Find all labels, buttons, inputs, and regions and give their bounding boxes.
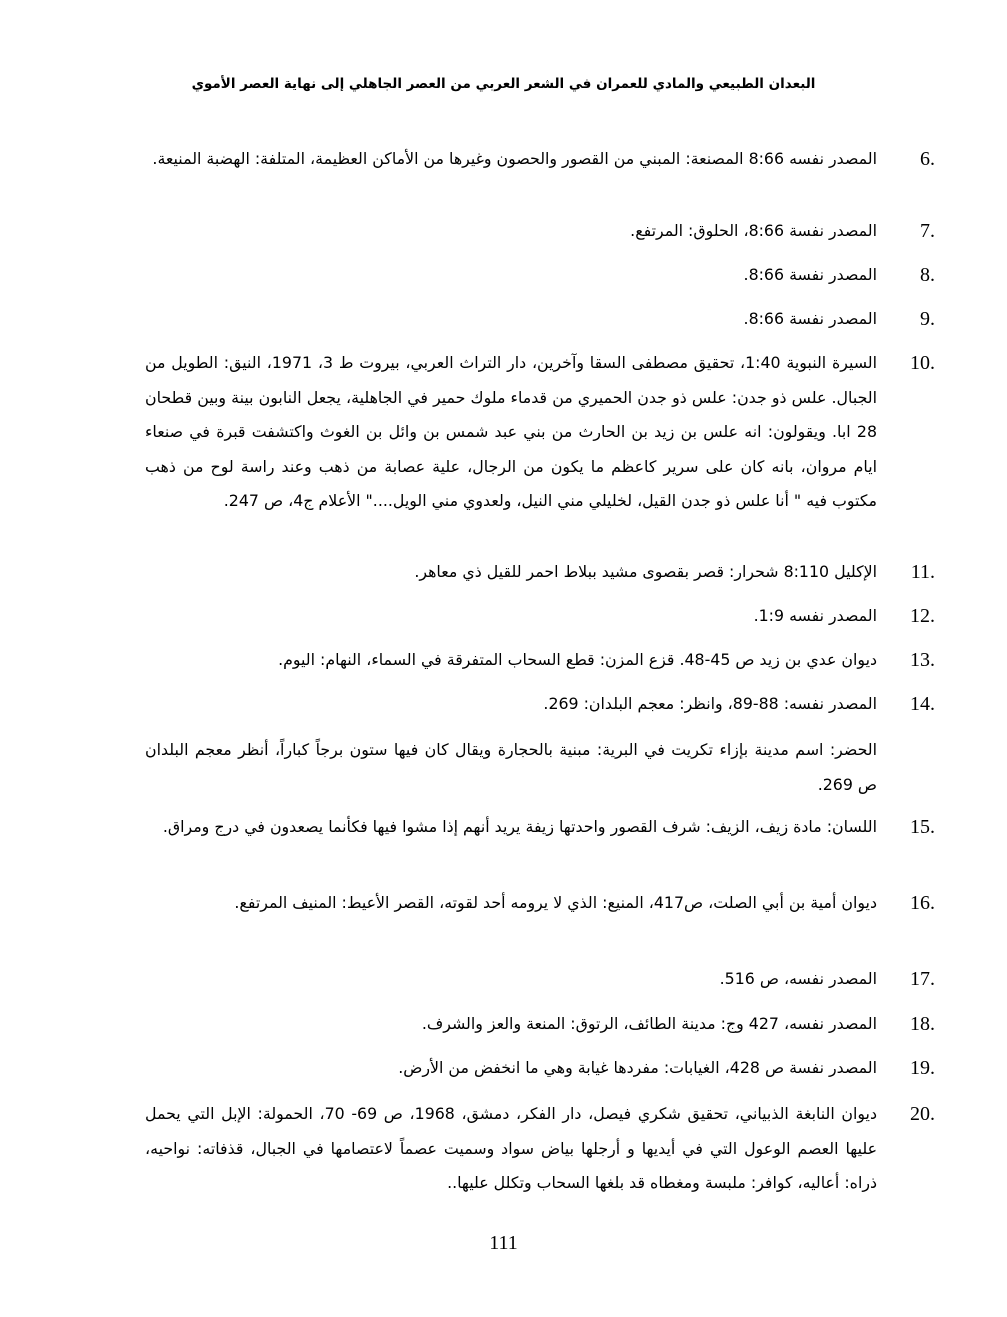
footnote-text: المصدر نفسة ص 428، الغيابات: مفردها غيابة وهي ما انخفض من الأرض. xyxy=(398,1058,877,1077)
running-header: البعدان الطبيعي والمادي للعمران في الشعر العربي من العصر الجاهلي إلى نهاية العصر الأموي xyxy=(191,76,816,92)
footnote-number: 6. xyxy=(920,148,935,170)
footnote-8 xyxy=(145,258,935,293)
footnote-number: 19. xyxy=(910,1057,935,1079)
footnote-15 xyxy=(145,810,935,845)
footnote-12 xyxy=(145,599,935,634)
footnote-14-continuation xyxy=(145,733,877,802)
footnote-text: المصدر نفسه، 427 وج: مدينة الطائف، الرتوق: المنعة والعز والشرف. xyxy=(421,1014,877,1033)
footnote-19 xyxy=(145,1051,935,1086)
footnote-text: المصدر نفسة 8:66، الحلوق: المرتفع. xyxy=(630,221,877,240)
footnote-text: المصدر نفسه: 88-89، وانظر: معجم البلدان: 269. xyxy=(543,694,877,713)
footnote-text: ديوان أمية بن أبي الصلت، ص417، المنيع: الذي لا يرومه أحد لقوته، القصر الأعيط: المنيف المرتفع. xyxy=(234,893,877,912)
footnote-text: المصدر نفسه، ص 516. xyxy=(719,969,877,988)
footnote-number: 8. xyxy=(920,264,935,286)
footnote-number: 7. xyxy=(920,220,935,242)
footnote-17 xyxy=(145,962,935,997)
footnote-20 xyxy=(145,1097,935,1201)
footnote-text: المصدر نفسه 1:9. xyxy=(753,606,877,625)
footnote-number: 9. xyxy=(920,308,935,330)
footnote-number: 20. xyxy=(910,1103,935,1125)
footnote-text: السيرة النبوية 1:40، تحقيق مصطفى السقا وآخرين، دار التراث العربي، بيروت ط 3، 1971، النيق: الطويل من الجبال. علس ذو جدن: علس ذو جدن الحميري من قدماء ملوك حمير في الجاهلية، يجعل النابون بينة وبين قطحان 28 ابا. ويقولون: انه علس بن زيد بن الحارث من بني عبد شمس بن وائل بن الغوث واكتشفت قبرة في صنعاء ايام مروان، بانه كان على سرير كاعظم ما يكون من الرجال، علية عصابة من ذهب وعند راسة لوح من ذهب مكتوب فيه " أنا علس ذو جدن القيل، لخليلي مني النيل، ولعدوي مني الويل...." الأعلام ج4، ص 247. xyxy=(145,353,878,510)
footnote-16 xyxy=(145,886,935,921)
footnote-text: المصدر نفسه 8:66 المصنعة: المبني من القصور والحصون وغيرها من الأماكن العظيمة، المتلفة: الهضبة المنيعة. xyxy=(152,149,877,168)
footnote-number: 13. xyxy=(910,649,935,671)
footnote-text: اللسان: مادة زيف، الزيف: شرف القصور واحدتها زيفة يريد أنهم إذا مشوا فيها فكأنما يصعدون في درج ومراق. xyxy=(162,817,877,836)
footnote-10 xyxy=(145,346,935,519)
footnote-text: المصدر نفسة 8:66. xyxy=(743,309,877,328)
footnote-number: 17. xyxy=(910,968,935,990)
footnote-7 xyxy=(145,214,935,249)
page-number: 111 xyxy=(489,1232,518,1254)
footnote-18 xyxy=(145,1007,935,1042)
footnote-11 xyxy=(145,555,935,590)
footnote-number: 10. xyxy=(910,352,935,374)
footnote-text: ديوان عدي بن زيد ص 45-48. قزع المزن: قطع السحاب المتفرقة في السماء، النهام: اليوم. xyxy=(278,650,877,669)
footnote-number: 14. xyxy=(910,693,935,715)
footnote-text: المصدر نفسة 8:66. xyxy=(743,265,877,284)
footnote-number: 15. xyxy=(910,816,935,838)
footnote-13 xyxy=(145,643,935,678)
footnote-number: 16. xyxy=(910,892,935,914)
footnote-text: الإكليل 8:110 شحرار: قصر بقصوى مشيد ببلاط احمر للقيل ذي معاهر. xyxy=(414,562,877,581)
footnote-6 xyxy=(145,142,935,177)
footnote-number: 11. xyxy=(910,561,935,583)
footnote-number: 18. xyxy=(910,1013,935,1035)
footnote-14 xyxy=(145,687,935,722)
footnote-9 xyxy=(145,302,935,337)
footnote-text: ديوان النابغة الذبياني، تحقيق شكري فيصل، دار الفكر، دمشق، 1968، ص 69- 70، الحمولة: الإبل التي يحمل عليها العصم الوعول التي في أيديها و أرجلها بياض سواد وسميت عصماً لاعتصامها في الجبال، قذفاته: نواحيه، ذراه: أعاليه، كوافر: ملبسة ومغطاه قد بلغها السحاب وتكلل عليها.. xyxy=(145,1104,877,1192)
footnote-number: 12. xyxy=(910,605,935,627)
footnote-text: الحضر: اسم مدينة بإزاء تكريت في البرية: مبنية بالحجارة ويقال كان فيها ستون برجاً كباراً، أنظر معجم البلدان ص 269. xyxy=(145,740,877,794)
